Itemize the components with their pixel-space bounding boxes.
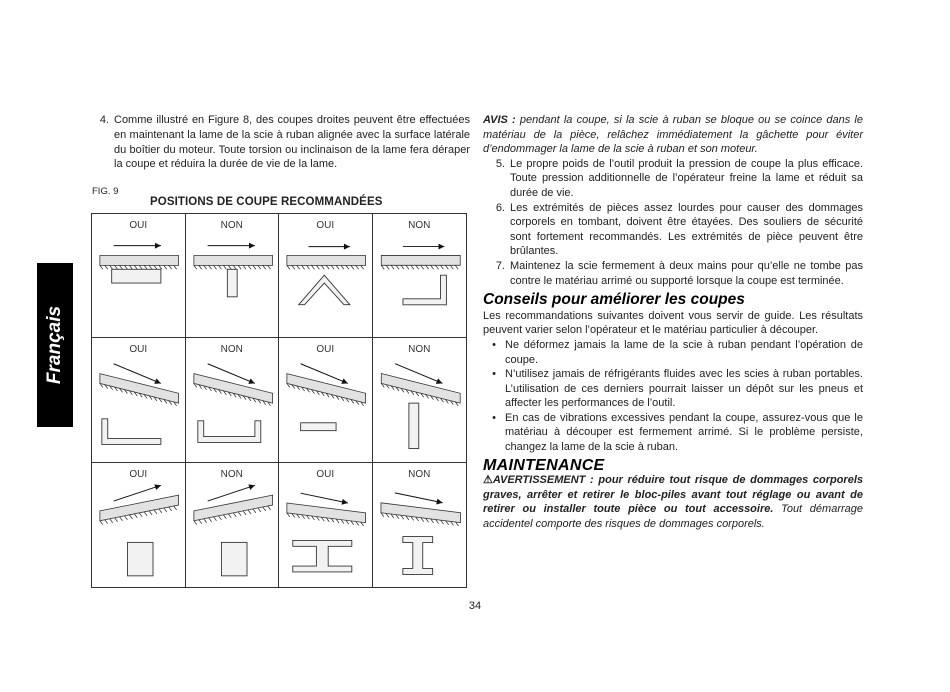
blade-tooth xyxy=(174,506,177,510)
warning-icon: ⚠ xyxy=(483,474,493,487)
step-number: 4. xyxy=(99,114,109,126)
blade-tooth xyxy=(105,265,108,269)
steps-list xyxy=(483,157,863,288)
blade-tooth xyxy=(223,514,226,518)
blade-tooth xyxy=(144,512,147,516)
figure-label: FIG. 9 xyxy=(92,186,119,197)
cell-label: NON xyxy=(220,468,243,480)
blade-tooth xyxy=(144,265,147,269)
bullet-text: N’utilisez jamais de réfrigérants fluides avec les scies à ruban portables. L’utilisation de ces derniers pourrait laisser un dépôt sur les pneus et affecter les performances de l’outil. xyxy=(505,368,863,410)
list-item xyxy=(483,367,863,411)
blade-tooth xyxy=(311,265,314,269)
cut-illustration xyxy=(373,463,467,587)
direction-arrow-head xyxy=(344,244,350,250)
step-number: 5. xyxy=(495,157,505,170)
blade-band xyxy=(193,495,272,521)
blade-band xyxy=(380,502,460,522)
blade-band xyxy=(100,495,179,521)
step-4 xyxy=(92,113,470,172)
blade-tooth xyxy=(120,516,123,520)
blade-tooth xyxy=(124,265,127,269)
blade-band xyxy=(100,255,179,265)
figure-title: POSITIONS DE COUPE RECOMMANDÉES xyxy=(150,196,383,208)
blade-group xyxy=(381,364,460,406)
notice-paragraph xyxy=(483,113,863,157)
bullet-icon: • xyxy=(492,368,496,381)
list-item xyxy=(483,338,863,367)
blade-tooth xyxy=(124,515,127,519)
blade-tooth xyxy=(203,518,206,522)
direction-arrow-head xyxy=(438,244,444,250)
blade-tooth xyxy=(164,508,167,512)
blade-tooth xyxy=(316,265,319,269)
cut-illustration xyxy=(186,214,279,337)
blade-tooth xyxy=(257,265,260,269)
cell-label: OUI xyxy=(129,468,148,480)
step-text: Comme illustré en Figure 8, des coupes droites peuvent être effectuées en maintenant la lame de la scie à ruban alignée avec la surface latérale du boîtier du moteur. Toute torsion ou inclinaison de la lame fera déraper la coupe et réduira la durée de vie de la lame. xyxy=(114,114,470,171)
step-text: Les extrémités de pièces assez lourdes pour causer des dommages corporels en tombant, doivent être étayées. Des souliers de sécurité sont fortement recommandés. Les extrémités de pièce peuvent être brûlantes. xyxy=(510,201,863,258)
direction-arrow-line xyxy=(301,493,348,503)
blade-tooth xyxy=(110,518,113,522)
blade-band xyxy=(287,255,366,265)
list-item xyxy=(483,259,863,288)
cut-illustration xyxy=(279,338,372,461)
blade-tooth xyxy=(243,511,246,515)
grid-cell xyxy=(279,463,373,587)
cell-label: OUI xyxy=(316,344,335,356)
workpiece xyxy=(221,542,247,575)
tips-list xyxy=(483,338,863,455)
warning-text: Tout démarrage accidentel comporte des risques de dommages corporels. xyxy=(483,503,864,531)
blade-tooth xyxy=(450,265,453,269)
direction-arrow-head xyxy=(248,484,255,490)
blade-tooth xyxy=(164,265,167,269)
notice-text: pendant la coupe, si la scie à ruban se bloque ou se coince dans le matériau de la pièce, relâchez immédiatement la gâchette pour éviter d’endommager la lame de la scie à ruban et son moteur. xyxy=(483,114,863,156)
blade-tooth xyxy=(292,265,295,269)
blade-tooth xyxy=(223,265,226,269)
blade-tooth xyxy=(149,511,152,515)
grid-cell xyxy=(279,338,373,462)
workpiece xyxy=(402,275,445,305)
tips-intro: Les recommandations suivantes doivent vous servir de guide. Les résultats peuvent varier selon l’opérateur et le matériau particulier à découper. xyxy=(483,309,863,337)
blade-tooth xyxy=(174,265,177,269)
blade-tooth xyxy=(139,265,142,269)
blade-tooth xyxy=(356,265,359,269)
blade-tooth xyxy=(430,265,433,269)
warning-paragraph xyxy=(483,473,863,531)
grid-cell xyxy=(92,463,186,587)
blade-tooth xyxy=(361,265,364,269)
cut-illustration xyxy=(373,338,467,461)
blade-group xyxy=(100,243,179,270)
blade-tooth xyxy=(297,265,300,269)
cell-label: OUI xyxy=(129,344,148,356)
grid-cell xyxy=(186,463,280,587)
bullet-icon: • xyxy=(492,411,496,424)
blade-tooth xyxy=(238,512,241,516)
blade-group xyxy=(193,484,272,524)
blade-band xyxy=(381,255,460,265)
blade-tooth xyxy=(440,265,443,269)
blade-tooth xyxy=(346,265,349,269)
blade-tooth xyxy=(169,507,172,511)
blade-tooth xyxy=(252,509,255,513)
blade-tooth xyxy=(455,265,458,269)
cut-illustration xyxy=(186,338,279,461)
blade-tooth xyxy=(396,265,399,269)
grid-cell xyxy=(92,338,186,462)
blade-tooth xyxy=(115,265,118,269)
notice-label: AVIS : xyxy=(483,114,516,126)
blade-tooth xyxy=(401,265,404,269)
workpiece xyxy=(127,542,153,575)
blade-tooth xyxy=(415,265,418,269)
blade-tooth xyxy=(115,517,118,521)
blade-group xyxy=(193,364,272,406)
blade-tooth xyxy=(193,265,196,269)
blade-tooth xyxy=(134,514,137,518)
cell-label: OUI xyxy=(316,220,335,231)
cell-label: NON xyxy=(408,220,431,231)
blade-tooth xyxy=(218,515,221,519)
bullet-icon: • xyxy=(492,338,496,351)
workpiece xyxy=(102,419,161,445)
cut-illustration xyxy=(92,214,185,337)
blade-tooth xyxy=(243,265,246,269)
direction-arrow-head xyxy=(248,243,254,249)
blade-tooth xyxy=(120,265,123,269)
blade-tooth xyxy=(233,513,236,517)
blade-group xyxy=(287,364,366,406)
step-text: Le propre poids de l’outil produit la pression de coupe la plus efficace. Toute pression additionnelle de l’opérateur freine la lame et réduit sa durée de vie. xyxy=(510,157,863,199)
blade-tooth xyxy=(228,514,231,518)
blade-tooth xyxy=(287,265,290,269)
cut-illustration xyxy=(186,463,279,587)
blade-tooth xyxy=(218,265,221,269)
workpiece xyxy=(301,423,336,431)
grid-cell xyxy=(373,463,467,587)
cut-illustration xyxy=(279,463,372,587)
workpiece xyxy=(293,540,352,571)
step-number: 7. xyxy=(495,259,505,272)
blade-tooth xyxy=(262,507,265,511)
left-column xyxy=(92,113,470,172)
blade-tooth xyxy=(149,265,152,269)
step-number: 6. xyxy=(495,201,505,214)
blade-tooth xyxy=(445,265,448,269)
grid-cell xyxy=(186,338,280,462)
workpiece xyxy=(408,403,418,448)
blade-tooth xyxy=(351,265,354,269)
warning-bold-text: AVERTISSEMENT : pour réduire tout risque de dommages corporels graves, arrêter et retirer le bloc-piles avant tout réglage ou avant de retirer ou installer toute pièce ou tout accessoire. xyxy=(483,474,863,516)
cell-label: NON xyxy=(220,220,243,231)
direction-arrow-line xyxy=(394,493,442,503)
blade-tooth xyxy=(257,508,260,512)
blade-tooth xyxy=(129,265,132,269)
grid-cell xyxy=(92,214,186,338)
blade-tooth xyxy=(247,510,250,514)
blade-tooth xyxy=(262,265,265,269)
workpiece xyxy=(227,269,237,297)
blade-group xyxy=(287,244,366,270)
blade-tooth xyxy=(208,265,211,269)
blade-tooth xyxy=(208,517,211,521)
blade-tooth xyxy=(405,265,408,269)
blade-tooth xyxy=(203,265,206,269)
blade-tooth xyxy=(105,519,108,523)
blade-tooth xyxy=(425,265,428,269)
page-number: 34 xyxy=(468,600,482,612)
blade-tooth xyxy=(159,265,162,269)
blade-group xyxy=(193,243,272,270)
direction-arrow-head xyxy=(342,499,348,505)
blade-tooth xyxy=(267,265,270,269)
blade-tooth xyxy=(198,265,201,269)
blade-tooth xyxy=(252,265,255,269)
blade-tooth xyxy=(139,513,142,517)
blade-tooth xyxy=(228,265,231,269)
blade-tooth xyxy=(341,265,344,269)
cell-label: NON xyxy=(408,468,431,480)
blade-tooth xyxy=(154,265,157,269)
blade-tooth xyxy=(159,509,162,513)
direction-arrow-head xyxy=(154,484,161,490)
blade-tooth xyxy=(247,265,250,269)
list-item xyxy=(483,201,863,259)
blade-tooth xyxy=(154,510,157,514)
blade-tooth xyxy=(169,265,172,269)
blade-tooth xyxy=(336,265,339,269)
blade-tooth xyxy=(420,265,423,269)
blade-tooth xyxy=(307,265,310,269)
grid-cell xyxy=(373,338,467,462)
blade-tooth xyxy=(110,265,113,269)
cut-illustration xyxy=(373,214,467,337)
blade-tooth xyxy=(302,265,305,269)
direction-arrow-line xyxy=(207,485,254,501)
blade-group xyxy=(100,364,179,406)
cut-illustration xyxy=(92,338,185,461)
cell-label: NON xyxy=(408,344,431,356)
workpiece xyxy=(299,275,350,305)
blade-group xyxy=(287,493,366,526)
blade-band xyxy=(287,503,366,523)
cell-label: OUI xyxy=(129,220,148,231)
section-heading-maintenance: MAINTENANCE xyxy=(483,456,605,474)
blade-tooth xyxy=(410,265,413,269)
blade-tooth xyxy=(267,506,270,510)
direction-arrow-head xyxy=(436,498,442,504)
cell-label: NON xyxy=(220,344,243,356)
blade-group xyxy=(380,493,460,526)
bullet-text: Ne déformez jamais la lame de la scie à ruban pendant l’opération de coupe. xyxy=(505,338,863,366)
blade-group xyxy=(381,244,460,270)
step-text: Maintenez la scie fermement à deux mains pour qu’elle ne tombe pas contre le matériau arrimé ou supporté lorsque la coupe est terminée. xyxy=(510,259,863,287)
cut-positions-grid xyxy=(91,213,467,588)
blade-tooth xyxy=(381,265,384,269)
blade-tooth xyxy=(331,265,334,269)
cut-illustration xyxy=(279,214,372,337)
list-item xyxy=(483,157,863,201)
blade-tooth xyxy=(435,265,438,269)
blade-tooth xyxy=(100,265,103,269)
blade-tooth xyxy=(134,265,137,269)
blade-band xyxy=(193,255,272,265)
blade-tooth xyxy=(193,520,196,524)
grid-cell xyxy=(186,214,280,338)
section-heading-tips: Conseils pour améliorer les coupes xyxy=(483,291,745,309)
cell-label: OUI xyxy=(316,468,335,480)
right-column xyxy=(483,113,863,532)
blade-tooth xyxy=(238,265,241,269)
blade-tooth xyxy=(198,519,201,523)
workpiece xyxy=(112,269,161,283)
workpiece xyxy=(197,421,260,443)
blade-tooth xyxy=(391,265,394,269)
workpiece xyxy=(402,536,432,574)
grid-cell xyxy=(279,214,373,338)
cut-illustration xyxy=(92,463,185,587)
list-item xyxy=(483,411,863,455)
blade-tooth xyxy=(100,520,103,524)
blade-tooth xyxy=(213,516,216,520)
language-tab-label: Français xyxy=(44,305,65,385)
direction-arrow-head xyxy=(155,243,161,249)
blade-tooth xyxy=(213,265,216,269)
blade-group xyxy=(100,484,179,524)
blade-tooth xyxy=(326,265,329,269)
bullet-text: En cas de vibrations excessives pendant la coupe, assurez-vous que le matériau à découper est fermement arrimé. Si le problème persiste, changez la lame de la scie à ruban. xyxy=(505,411,863,454)
blade-tooth xyxy=(321,265,324,269)
blade-tooth xyxy=(233,265,236,269)
grid-cell xyxy=(373,214,467,338)
direction-arrow-line xyxy=(114,485,161,501)
blade-tooth xyxy=(386,265,389,269)
blade-tooth xyxy=(129,514,132,518)
